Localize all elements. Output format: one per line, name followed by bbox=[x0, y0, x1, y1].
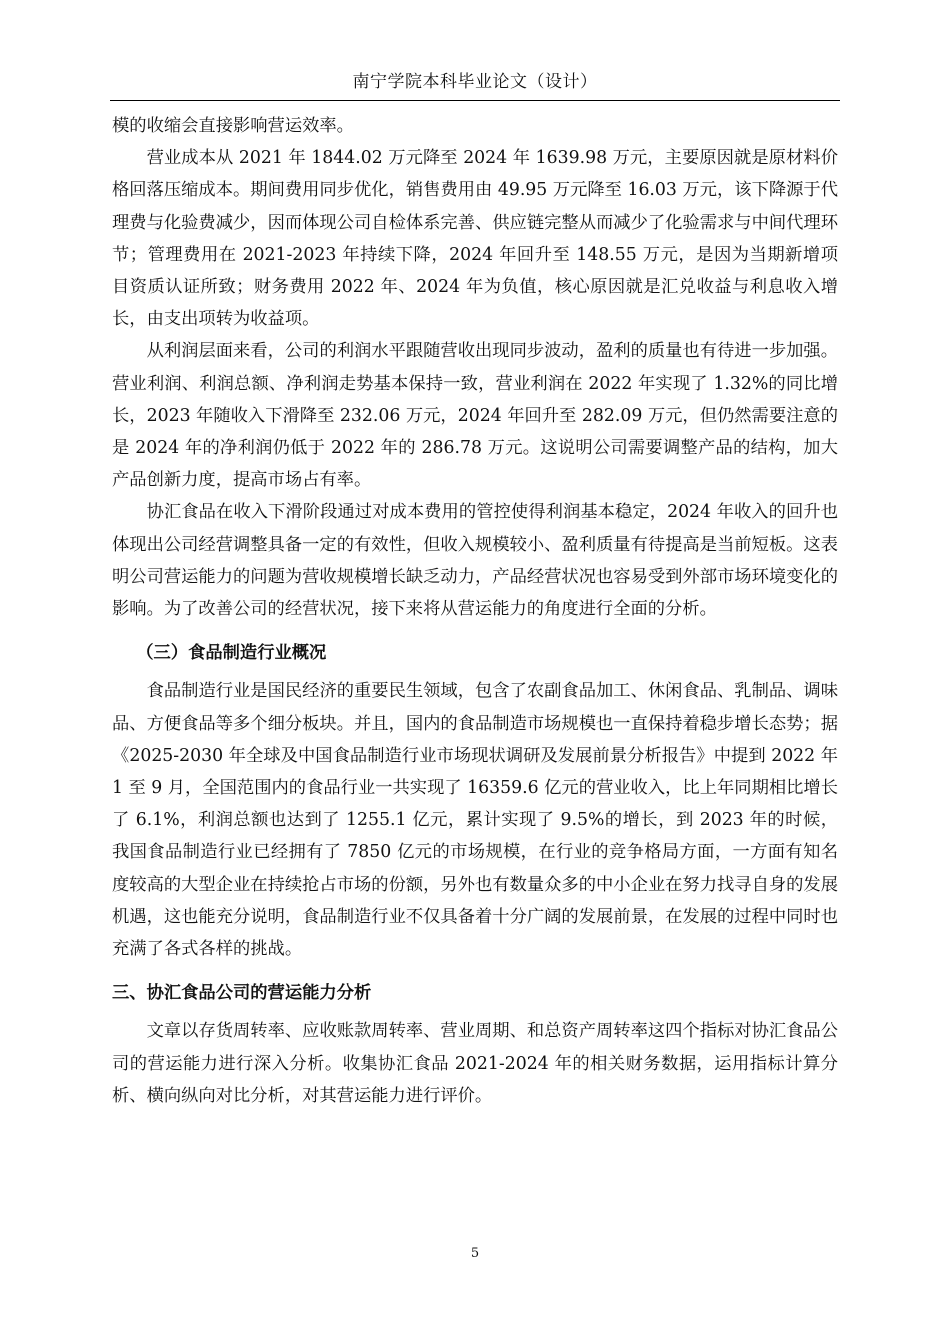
paragraph-industry-overview: 食品制造行业是国民经济的重要民生领域，包含了农副食品加工、休闲食品、乳制品、调味品、方便食品等多个细分板块。并且，国内的食品制造市场规模也一直保持着稳步增长态势；据《2025-2030 年全球及中国食品制造行业市场现状调研及发展前景分析报告》中提到 2022 年 1 至 9 月，全国范围内的食品行业一共实现了 16359.6 亿元的营业收入，比上年同期相比增长了 6.1%，利润总额也达到了 1255.1 亿元，累计实现了 9.5%的增长，到 2023 年的时候，我国食品制造行业已经拥有了 7850 亿元的市场规模，在行业的竞争格局方面，一方面有知名度较高的大型企业在持续抢占市场的份额，另外也有数量众多的中小企业在努力找寻自身的发展机遇，这也能充分说明，食品制造行业不仅具备着十分广阔的发展前景，在发展的过程中同时也充满了各式各样的挑战。 bbox=[112, 681, 838, 960]
page-number: 5 bbox=[470, 1246, 480, 1261]
paragraph-operating-costs: 营业成本从 2021 年 1844.02 万元降至 2024 年 1639.98 万元，主要原因就是原材料价格回落压缩成本。期间费用同步优化，销售费用由 49.95 万元降至 16.03 万元，该下降源于代理费与化验费减少，因而体现公司自检体系完善、供应链完整从而减少了化验需求与中间代理环节；管理费用在 2021-2023 年持续下降，2024 年回升至 148.55 万元，是因为当期新增项目资质认证所致；财务费用 2022 年、2024 年为负值，核心原因就是汇兑收益与利息收入增长，由支出项转为收益项。 bbox=[112, 148, 838, 330]
paragraph-method-intro: 文章以存货周转率、应收账款周转率、营业周期、和总资产周转率这四个指标对协汇食品公司的营运能力进行深入分析。收集协汇食品 2021-2024 年的相关财务数据，运用指标计算分析、横向纵向对比分析，对其营运能力进行评价。 bbox=[112, 1021, 838, 1106]
section-heading: 三、协汇食品公司的营运能力分析 bbox=[112, 983, 372, 1004]
paragraph-summary: 协汇食品在收入下滑阶段通过对成本费用的管控使得利润基本稳定，2024 年收入的回升也体现出公司经营调整具备一定的有效性，但收入规模较小、盈利质量有待提高是当前短板。这表明公司营运能力的问题为营收规模增长缺乏动力，产品经营状况也容易受到外部市场环境变化的影响。为了改善公司的经营状况，接下来将从营运能力的角度进行全面的分析。 bbox=[112, 502, 838, 620]
page-header: 南宁学院本科毕业论文（设计） bbox=[352, 72, 598, 92]
subsection-heading: （三）食品制造行业概况 bbox=[136, 643, 327, 664]
header-divider bbox=[110, 100, 840, 101]
paragraph-profit-analysis: 从利润层面来看，公司的利润水平跟随营收出现同步波动，盈利的质量也有待进一步加强。营业利润、利润总额、净利润走势基本保持一致，营业利润在 2022 年实现了 1.32%的同比增长，2023 年随收入下滑降至 232.06 万元，2024 年回升至 282.09 万元，但仍然需要注意的是 2024 年的净利润仍低于 2022 年的 286.78 万元。这说明公司需要调整产品的结构，加大产品创新力度，提高市场占有率。 bbox=[112, 341, 838, 491]
paragraph-continuation: 模的收缩会直接影响营运效率。 bbox=[112, 116, 354, 136]
page-body bbox=[112, 110, 838, 1112]
